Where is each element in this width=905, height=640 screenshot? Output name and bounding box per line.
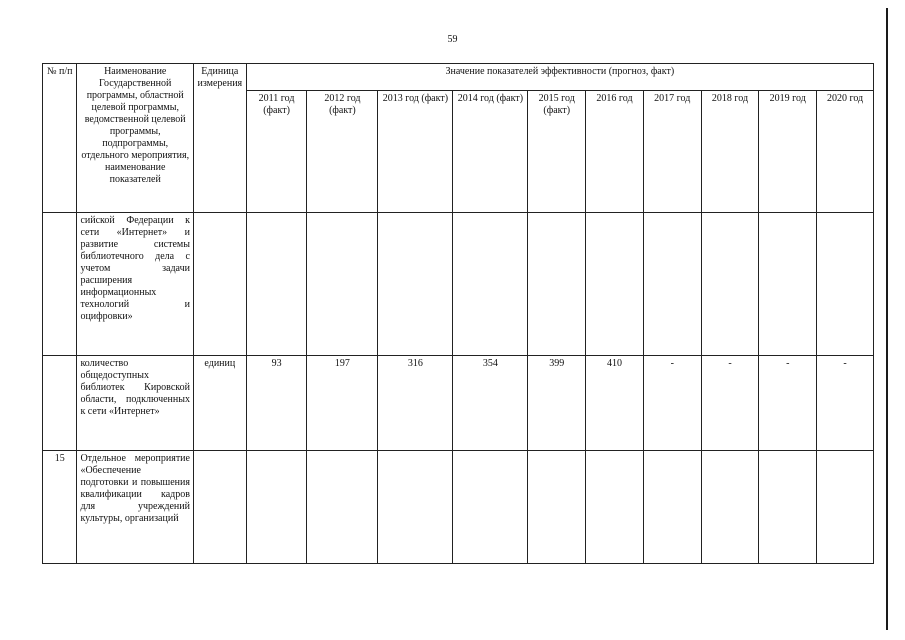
row-value: - xyxy=(701,356,759,451)
row-value xyxy=(453,213,528,356)
row-value xyxy=(817,451,874,564)
indicators-table xyxy=(42,63,874,564)
row-value xyxy=(586,213,644,356)
row-value: 399 xyxy=(528,356,586,451)
header-num: № п/п xyxy=(43,64,77,213)
row-value xyxy=(246,451,307,564)
table-row xyxy=(43,451,874,564)
header-year: 2016 год xyxy=(586,91,644,213)
row-value: 197 xyxy=(307,356,378,451)
table-row xyxy=(43,356,874,451)
row-value: - xyxy=(817,356,874,451)
row-value xyxy=(453,451,528,564)
row-unit xyxy=(193,213,246,356)
row-value xyxy=(817,213,874,356)
page-edge-rule xyxy=(886,8,888,630)
row-value xyxy=(643,451,701,564)
header-unit: Единица измерения xyxy=(193,64,246,213)
header-year: 2011 год (факт) xyxy=(246,91,307,213)
header-values-group: Значение показателей эффективности (прогноз, факт) xyxy=(246,64,873,91)
row-num xyxy=(43,356,77,451)
row-unit xyxy=(193,451,246,564)
header-year: 2014 год (факт) xyxy=(453,91,528,213)
row-value: - xyxy=(643,356,701,451)
page-number: 59 xyxy=(447,34,458,45)
row-value xyxy=(586,451,644,564)
header-year: 2017 год xyxy=(643,91,701,213)
row-name: Отдельное мероприятие «Обеспечение подготовки и повышения квалификации кадров для учреждений культуры, организаций xyxy=(77,451,194,564)
header-year: 2013 год (факт) xyxy=(378,91,453,213)
row-value: 316 xyxy=(378,356,453,451)
row-value: - xyxy=(759,356,817,451)
row-name: сийской Федерации к сети «Интернет» и развитие системы библиотечного дела с учетом задачи расширения информационных технологий и оцифровки» xyxy=(77,213,194,356)
row-value xyxy=(246,213,307,356)
row-value xyxy=(378,213,453,356)
row-value xyxy=(701,451,759,564)
row-value xyxy=(307,451,378,564)
row-value xyxy=(528,451,586,564)
row-value xyxy=(759,451,817,564)
row-num: 15 xyxy=(43,451,77,564)
header-name: Наименование Государственной программы, областной целевой программы, ведомственной целевой программы, подпрограммы, отдельного мероприятия, наименование показателей xyxy=(77,64,194,213)
header-year: 2015 год (факт) xyxy=(528,91,586,213)
row-value: 354 xyxy=(453,356,528,451)
header-year: 2019 год xyxy=(759,91,817,213)
row-value xyxy=(307,213,378,356)
header-year: 2020 год xyxy=(817,91,874,213)
row-num xyxy=(43,213,77,356)
header-year: 2018 год xyxy=(701,91,759,213)
row-value: 410 xyxy=(586,356,644,451)
row-value: 93 xyxy=(246,356,307,451)
row-value xyxy=(759,213,817,356)
row-value xyxy=(378,451,453,564)
row-value xyxy=(643,213,701,356)
row-value xyxy=(528,213,586,356)
row-name: количество общедоступных библиотек Кировской области, подключенных к сети «Интернет» xyxy=(77,356,194,451)
row-unit: единиц xyxy=(193,356,246,451)
table-row xyxy=(43,213,874,356)
row-value xyxy=(701,213,759,356)
header-year: 2012 год (факт) xyxy=(307,91,378,213)
